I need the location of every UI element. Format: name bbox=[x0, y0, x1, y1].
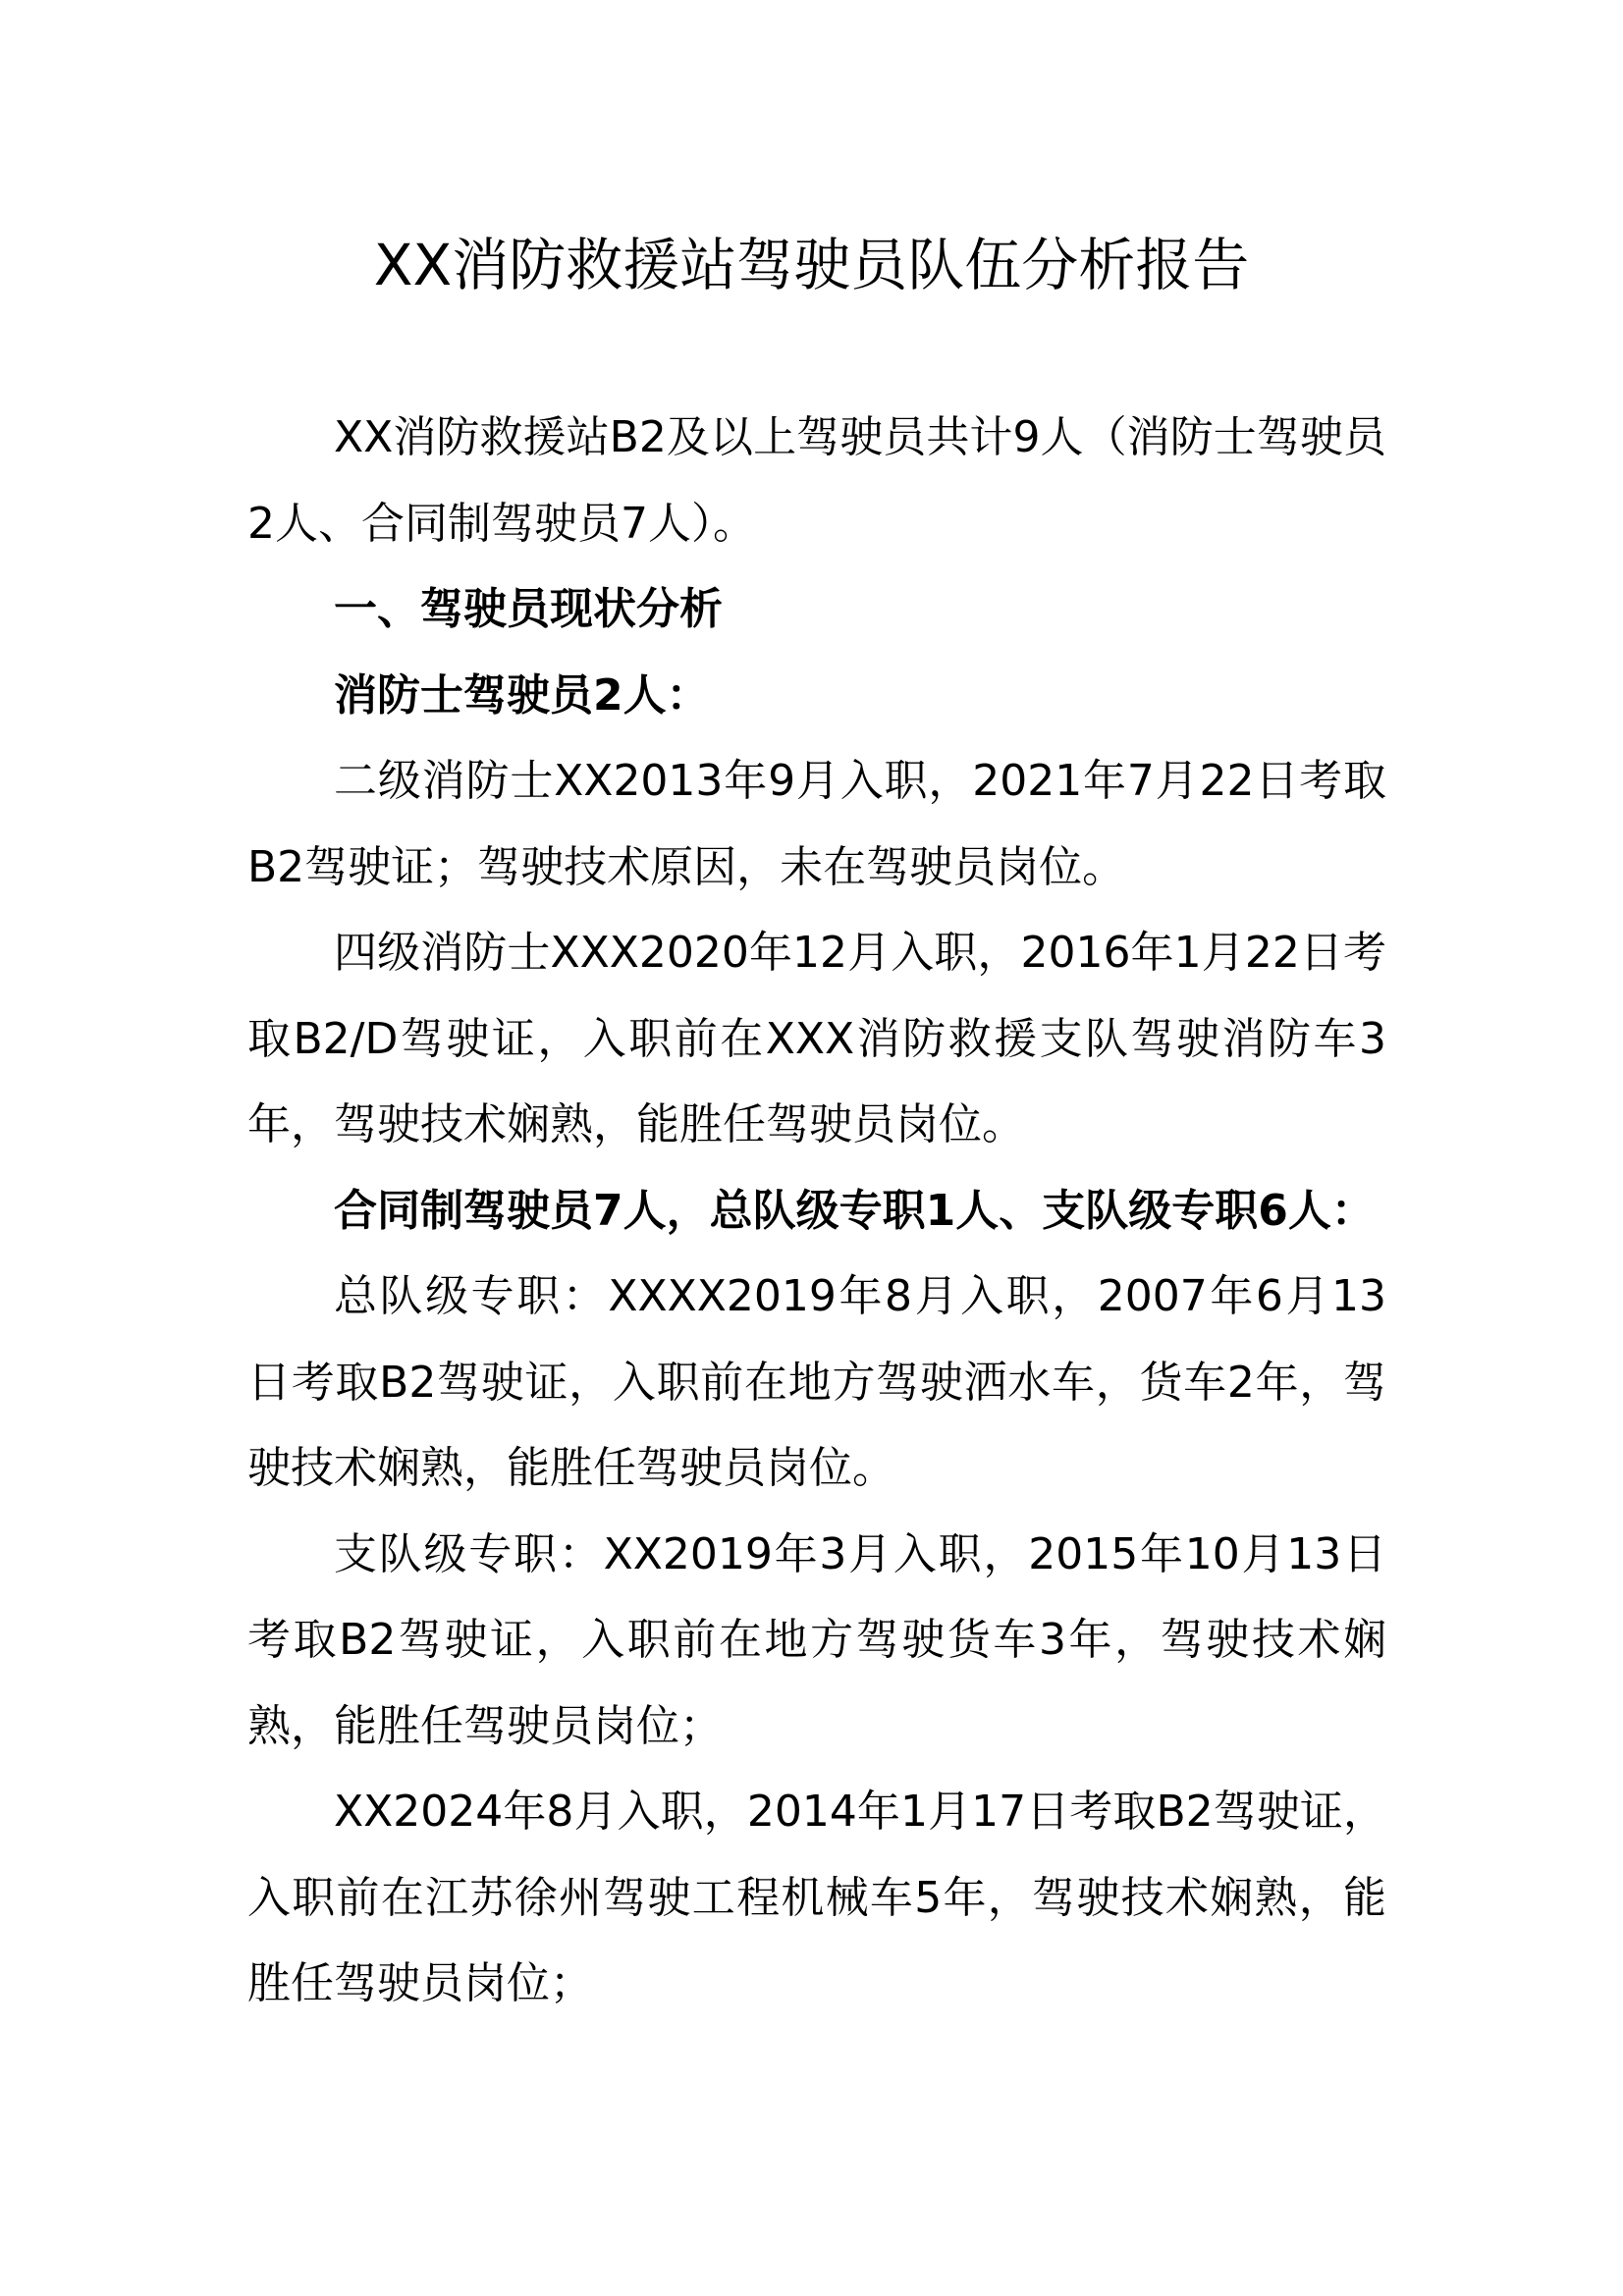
paragraph-corps-level-driver: 总队级专职：XXXX2019年8月入职，2007年6月13日考取B2驾驶证，入职前在地方驾驶洒水车，货车2年，驾驶技术娴熟，能胜任驾驶员岗位。 bbox=[247, 1271, 1386, 1493]
subheading-firefighter-drivers: 消防士驾驶员2人： bbox=[334, 669, 710, 721]
document-title: XX消防救援站驾驶员队伍分析报告 bbox=[373, 232, 1250, 298]
paragraph-firefighter-level-4: 四级消防士XXX2020年12月入职，2016年1月22日考取B2/D驾驶证，入职前在XXX消防救援支队驾驶消防车3年，驾驶技术娴熟，能胜任驾驶员岗位。 bbox=[247, 928, 1386, 1149]
subheading-contract-drivers: 合同制驾驶员7人，总队级专职1人、支队级专职6人： bbox=[334, 1185, 1375, 1236]
section-heading-status-analysis: 一、驾驶员现状分析 bbox=[334, 584, 723, 634]
paragraph-firefighter-level-2: 二级消防士XX2013年9月入职，2021年7月22日考取B2驾驶证；驾驶技术原因，未在驾驶员岗位。 bbox=[247, 756, 1386, 892]
paragraph-detachment-level-driver-2: XX2024年8月入职，2014年1月17日考取B2驾驶证，入职前在江苏徐州驾驶工程机械车5年，驾驶技术娴熟，能胜任驾驶员岗位； bbox=[247, 1787, 1386, 2008]
paragraph-summary: XX消防救援站B2及以上驾驶员共计9人（消防士驾驶员2人、合同制驾驶员7人）。 bbox=[247, 412, 1386, 549]
document-body bbox=[247, 395, 1386, 2027]
paragraph-detachment-level-driver-1: 支队级专职：XX2019年3月入职，2015年10月13日考取B2驾驶证，入职前在地方驾驶货车3年，驾驶技术娴熟，能胜任驾驶员岗位； bbox=[247, 1528, 1386, 1751]
